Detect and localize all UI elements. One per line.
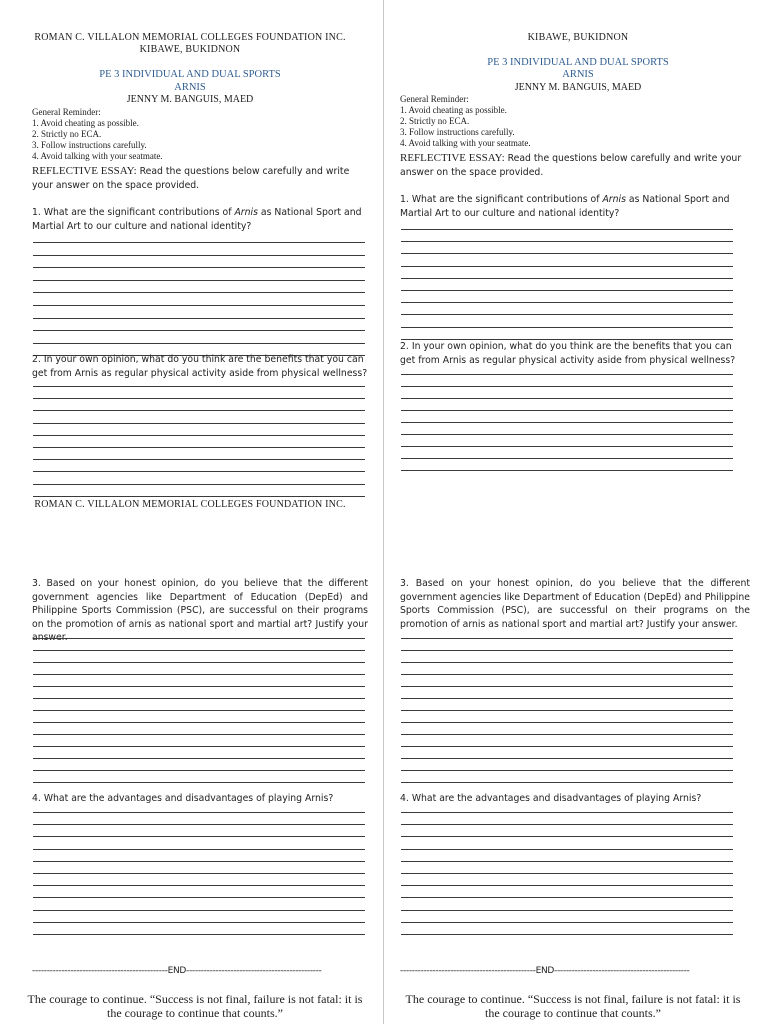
- answer-line: [33, 662, 365, 663]
- answer-line: [33, 496, 365, 497]
- answer-line: [401, 398, 733, 399]
- answer-line: [33, 861, 365, 862]
- right-sheet: [388, 0, 768, 1024]
- answer-line: [401, 674, 733, 675]
- answer-line: [401, 812, 733, 813]
- answer-line: [33, 824, 365, 825]
- answer-line: [33, 318, 365, 319]
- answer-lines-4[interactable]: [33, 812, 365, 938]
- page-fold-divider: [383, 0, 384, 1024]
- answer-line: [33, 410, 365, 411]
- answer-line: [401, 782, 733, 783]
- answer-line: [33, 686, 365, 687]
- answer-line: [401, 241, 733, 242]
- answer-line: [33, 638, 365, 639]
- answer-line: [33, 305, 365, 306]
- answer-line: [401, 686, 733, 687]
- answer-line: [401, 934, 733, 935]
- answer-line: [401, 873, 733, 874]
- answer-lines-3[interactable]: [33, 638, 365, 786]
- answer-line: [33, 471, 365, 472]
- answer-line: [33, 698, 365, 699]
- question-3: 3. Based on your honest opinion, do you believe that the different government agencies like Department of Education (DepEd) and Philippine Sports Commission (PSC), are successful on their programs on the promotion of arnis as national sport and martial art? Justify your answer.: [32, 578, 368, 643]
- essay-instruction: [400, 152, 752, 179]
- question-4: 4. What are the advantages and disadvantages of playing Arnis?: [32, 793, 334, 804]
- answer-line: [401, 746, 733, 747]
- answer-line: [401, 734, 733, 735]
- answer-line: [401, 910, 733, 911]
- answer-line: [401, 885, 733, 886]
- answer-line: [401, 446, 733, 447]
- answer-line: [401, 278, 733, 279]
- answer-line: [401, 314, 733, 315]
- answer-line: [401, 836, 733, 837]
- answer-line: [33, 758, 365, 759]
- answer-line: [33, 922, 365, 923]
- answer-line: [33, 849, 365, 850]
- answer-line: [33, 873, 365, 874]
- instructor-name: JENNY M. BANGUIS, MAED: [514, 82, 642, 93]
- answer-line: [401, 458, 733, 459]
- reminder-item: 3. Follow instructions carefully.: [32, 140, 147, 150]
- reminder-item: 3. Follow instructions carefully.: [400, 127, 515, 137]
- left-sheet: [0, 0, 380, 1024]
- answer-line: [401, 758, 733, 759]
- answer-lines-1[interactable]: [401, 229, 733, 341]
- closing-quote: The courage to continue. “Success is not final, failure is not fatal: it is the courage to continue that counts.”: [405, 992, 741, 1020]
- answer-line: [33, 398, 365, 399]
- answer-line: [401, 327, 733, 328]
- answer-line: [33, 435, 365, 436]
- essay-instruction: [32, 165, 370, 192]
- answer-line: [33, 386, 365, 387]
- course-title: PE 3 INDIVIDUAL AND DUAL SPORTS: [99, 69, 281, 80]
- question-2: 2. In your own opinion, what do you think are the benefits that you can get from Arnis as regular physical activity aside from physical wellness?: [32, 354, 368, 379]
- general-reminder: [32, 107, 332, 167]
- answer-line: [33, 242, 365, 243]
- reminder-title: General Reminder:: [32, 107, 101, 117]
- answer-lines-2[interactable]: [33, 386, 365, 498]
- answer-line: [401, 770, 733, 771]
- answer-lines-3[interactable]: [401, 638, 733, 786]
- answer-line: [33, 885, 365, 886]
- question-1: 1. What are the significant contributions of Arnis as National Sport and Martial Art to our culture and national identity?: [400, 194, 730, 219]
- answer-line: [401, 662, 733, 663]
- reminder-item: 2. Strictly no ECA.: [32, 129, 102, 139]
- end-marker: ----------------------------------------------END----------------------------------------------: [32, 966, 322, 976]
- essay-heading: REFLECTIVE ESSAY:: [400, 152, 505, 164]
- answer-lines-2[interactable]: [401, 374, 733, 474]
- answer-line: [401, 253, 733, 254]
- answer-lines-1[interactable]: [33, 242, 365, 358]
- answer-line: [33, 897, 365, 898]
- answer-line: [33, 812, 365, 813]
- reminder-item: 4. Avoid talking with your seatmate.: [32, 151, 163, 161]
- answer-line: [401, 922, 733, 923]
- answer-line: [33, 770, 365, 771]
- answer-line: [401, 698, 733, 699]
- answer-line: [33, 910, 365, 911]
- answer-line: [401, 650, 733, 651]
- answer-line: [401, 434, 733, 435]
- course-title: PE 3 INDIVIDUAL AND DUAL SPORTS: [487, 57, 669, 68]
- school-name: ROMAN C. VILLALON MEMORIAL COLLEGES FOUNDATION INC.: [34, 32, 346, 43]
- general-reminder: [400, 94, 700, 154]
- answer-line: [33, 447, 365, 448]
- answer-line: [401, 861, 733, 862]
- subject-title: ARNIS: [174, 82, 206, 93]
- reminder-item: 2. Strictly no ECA.: [400, 116, 470, 126]
- answer-line: [401, 710, 733, 711]
- answer-line: [33, 674, 365, 675]
- answer-line: [33, 650, 365, 651]
- essay-heading: REFLECTIVE ESSAY:: [32, 165, 137, 177]
- reminder-item: 1. Avoid cheating as possible.: [32, 118, 139, 128]
- answer-line: [33, 267, 365, 268]
- answer-line: [33, 280, 365, 281]
- question-1: 1. What are the significant contributions of Arnis as National Sport and Martial Art to our culture and national identity?: [32, 207, 362, 232]
- answer-line: [401, 290, 733, 291]
- school-location: KIBAWE, BUKIDNON: [139, 44, 241, 55]
- answer-line: [33, 782, 365, 783]
- closing-quote: The courage to continue. “Success is not final, failure is not fatal: it is the courage to continue that counts.”: [27, 992, 363, 1020]
- answer-line: [401, 386, 733, 387]
- answer-line: [401, 470, 733, 471]
- essay-instruction-text: Read the questions below carefully and write your answer on the space provided.: [400, 153, 742, 178]
- answer-line: [401, 722, 733, 723]
- answer-line: [401, 422, 733, 423]
- question-2: 2. In your own opinion, what do you think are the benefits that you can get from Arnis as regular physical activity aside from physical wellness?: [400, 341, 736, 366]
- answer-line: [33, 836, 365, 837]
- reminder-title: General Reminder:: [400, 94, 469, 104]
- answer-line: [33, 734, 365, 735]
- answer-line: [33, 710, 365, 711]
- reminder-item: 4. Avoid talking with your seatmate.: [400, 138, 531, 148]
- answer-line: [401, 266, 733, 267]
- answer-line: [33, 330, 365, 331]
- question-3: 3. Based on your honest opinion, do you believe that the different government agencies like Department of Education (DepEd) and Philippine Sports Commission (PSC), are successful on their programs on the promotion of arnis as national sport and martial art? Justify your answer.: [400, 578, 750, 630]
- answer-line: [401, 229, 733, 230]
- question-4: 4. What are the advantages and disadvantages of playing Arnis?: [400, 793, 702, 804]
- subject-title: ARNIS: [562, 69, 594, 80]
- reminder-item: 1. Avoid cheating as possible.: [400, 105, 507, 115]
- essay-instruction-text: Read the questions below carefully and write your answer on the space provided.: [32, 166, 350, 191]
- answer-line: [401, 302, 733, 303]
- answer-line: [33, 292, 365, 293]
- answer-line: [401, 849, 733, 850]
- answer-line: [401, 897, 733, 898]
- answer-line: [401, 374, 733, 375]
- school-name-repeat: ROMAN C. VILLALON MEMORIAL COLLEGES FOUNDATION INC.: [34, 499, 346, 510]
- answer-line: [401, 638, 733, 639]
- answer-lines-4[interactable]: [401, 812, 733, 938]
- answer-line: [33, 934, 365, 935]
- answer-line: [33, 343, 365, 344]
- answer-line: [401, 824, 733, 825]
- answer-line: [33, 722, 365, 723]
- answer-line: [33, 423, 365, 424]
- answer-line: [33, 746, 365, 747]
- instructor-name: JENNY M. BANGUIS, MAED: [126, 94, 254, 105]
- end-marker: ----------------------------------------------END----------------------------------------------: [400, 966, 690, 976]
- answer-line: [33, 484, 365, 485]
- answer-line: [33, 255, 365, 256]
- school-location: KIBAWE, BUKIDNON: [527, 32, 629, 43]
- answer-line: [401, 410, 733, 411]
- answer-line: [33, 459, 365, 460]
